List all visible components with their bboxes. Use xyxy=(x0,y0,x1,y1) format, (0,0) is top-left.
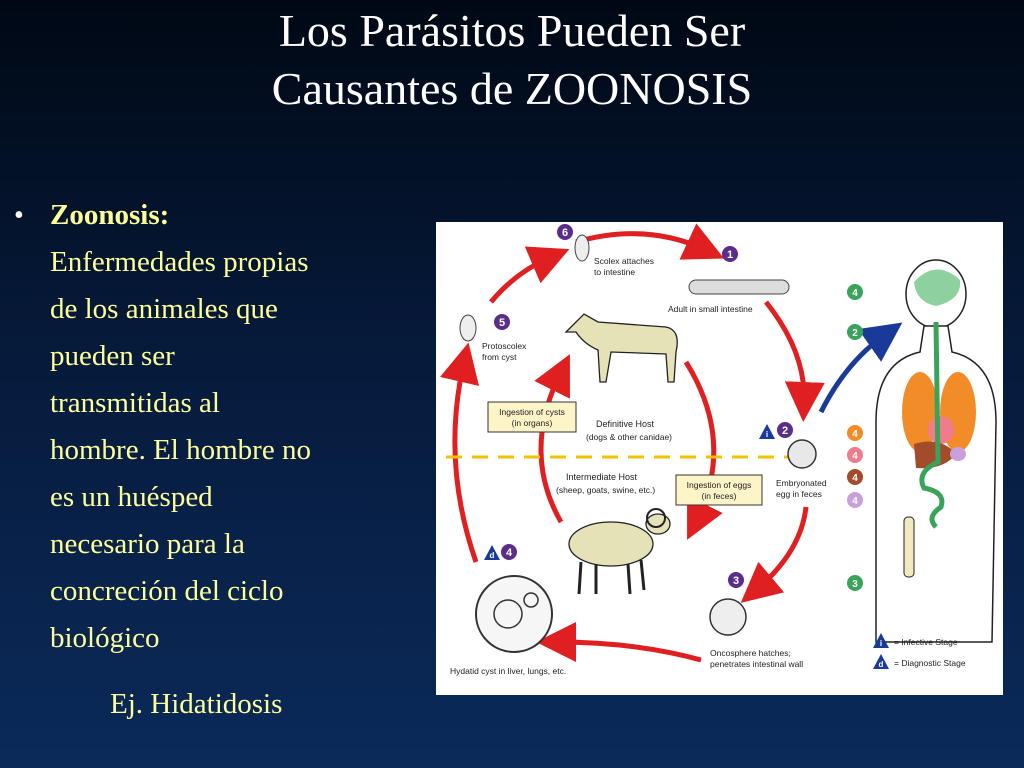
hydatid-cyst-icon xyxy=(476,576,552,652)
life-cycle-figure xyxy=(436,222,1003,695)
bullet-zoonosis xyxy=(14,192,414,662)
oncosphere-icon xyxy=(710,599,746,635)
step-1-number: 1 xyxy=(726,249,734,261)
slide-title xyxy=(0,2,1024,118)
title-line-2: Causantes de ZOONOSIS xyxy=(271,63,753,114)
step-4-label: Hydatid cyst in liver, lungs, etc. xyxy=(450,666,567,676)
example-text: Ej. Hidatidosis xyxy=(110,688,283,720)
human-figure xyxy=(876,260,996,642)
bullet-line: Enfermedades propias xyxy=(50,246,309,278)
arrow-1-to-2 xyxy=(766,302,804,402)
step-1 xyxy=(668,246,789,314)
step-3-label: penetrates intestinal wall xyxy=(710,659,804,669)
arrow-6-to-1 xyxy=(576,234,706,250)
arrow-5-to-6 xyxy=(491,257,551,302)
step-6-label: Scolex attaches xyxy=(594,256,655,266)
intermediate-host-title: Intermediate Host xyxy=(566,472,638,482)
step-2 xyxy=(759,422,827,499)
diagnostic-stage-letter: d xyxy=(489,551,495,560)
human-marker-number: 4 xyxy=(852,451,858,462)
bullet-line: de los animales que xyxy=(50,293,278,325)
dog-illustration xyxy=(566,314,677,382)
box-eggs-line: Ingestion of eggs xyxy=(686,480,752,490)
bullet-line: pueden ser xyxy=(50,340,175,372)
step-5 xyxy=(460,314,527,362)
protoscolex-icon xyxy=(460,315,476,341)
embryonated-egg-icon xyxy=(788,440,816,468)
step-3-label: Oncosphere hatches; xyxy=(710,648,791,658)
box-cysts-line: (in organs) xyxy=(511,418,553,428)
step-5-label: Protoscolex xyxy=(482,341,527,351)
step-2-label: egg in feces xyxy=(776,489,822,499)
bullet-line: transmitidas al xyxy=(50,387,220,419)
infective-stage-letter: i xyxy=(879,639,883,648)
diagnostic-stage-letter: d xyxy=(878,660,884,669)
step-2-label: Embryonated xyxy=(776,478,827,488)
human-marker-number: 4 xyxy=(852,429,858,440)
step-2-number: 2 xyxy=(781,425,789,437)
box-ingestion-of-eggs xyxy=(676,475,762,505)
arrow-intermediate-to-definitive xyxy=(541,372,561,522)
bullet-heading: Zoonosis: xyxy=(50,199,170,231)
title-line-1: Los Parásitos Pueden Ser xyxy=(278,5,746,56)
bullet-line: hombre. El hombre no xyxy=(50,434,311,466)
step-4 xyxy=(450,544,566,676)
step-3-number: 3 xyxy=(732,575,740,587)
human-marker-number: 3 xyxy=(852,579,858,590)
intermediate-host-subtitle: (sheep, goats, swine, etc.) xyxy=(556,485,656,495)
human-marker-number: 4 xyxy=(852,496,858,507)
adult-worm-icon xyxy=(689,280,789,294)
bone-organ xyxy=(904,517,914,577)
legend-diagnostic: = Diagnostic Stage xyxy=(894,658,966,668)
box-cysts-line: Ingestion of cysts xyxy=(499,407,565,417)
arrow-3-to-4 xyxy=(556,642,701,660)
step-5-number: 5 xyxy=(498,317,506,329)
scolex-icon xyxy=(575,235,589,261)
sheep-illustration xyxy=(569,509,670,594)
bullet-line: biológico xyxy=(50,622,160,654)
bullet-marker: • xyxy=(14,200,24,231)
spleen-organ xyxy=(950,447,966,461)
infective-stage-letter: i xyxy=(765,430,769,439)
arrow-2-to-3 xyxy=(756,507,806,590)
arrow-4-to-5 xyxy=(455,362,476,562)
human-marker-number: 2 xyxy=(852,328,858,339)
bullet-line: concreción del ciclo xyxy=(50,575,284,607)
arrow-to-human xyxy=(821,334,886,412)
definitive-host-subtitle: (dogs & other canidae) xyxy=(586,432,672,442)
step-1-label: Adult in small intestine xyxy=(668,304,753,314)
life-cycle-diagram xyxy=(436,222,1003,695)
step-6-label: to intestine xyxy=(594,267,636,277)
definitive-host-title: Definitive Host xyxy=(596,419,655,429)
step-4-number: 4 xyxy=(505,547,513,559)
bullet-text xyxy=(50,192,414,662)
step-6-number: 6 xyxy=(561,227,569,239)
box-eggs-line: (in feces) xyxy=(701,491,737,501)
human-marker-number: 4 xyxy=(852,473,858,484)
human-markers xyxy=(847,284,863,591)
legend-infective: = Infective Stage xyxy=(894,637,958,647)
bullet-line: necesario para la xyxy=(50,528,245,560)
step-5-label: from cyst xyxy=(482,352,517,362)
bullet-line: es un huésped xyxy=(50,481,213,513)
heart-organ xyxy=(928,416,954,444)
human-marker-number: 4 xyxy=(852,288,858,299)
box-ingestion-of-cysts xyxy=(488,402,576,432)
